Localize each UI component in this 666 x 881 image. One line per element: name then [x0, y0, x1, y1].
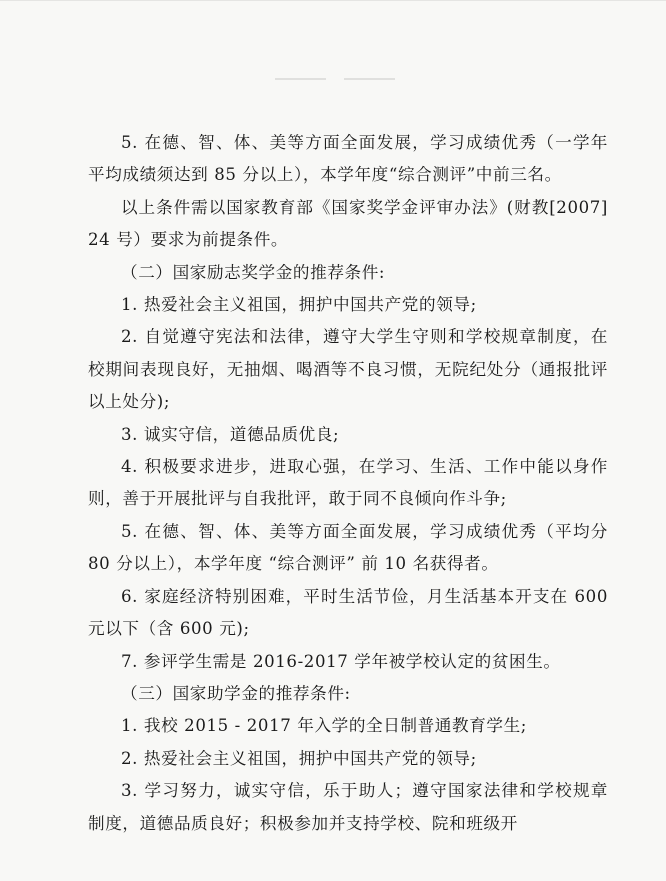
paragraph-grant-item-1: 1. 我校 2015 - 2017 年入学的全日制普通教育学生; [121, 716, 527, 736]
paragraph-enc-item-7: 7. 参评学生需是 2016-2017 学年被学校认定的贫困生。 [121, 651, 561, 671]
section-heading-encouragement: （二）国家励志奖学金的推荐条件: [121, 262, 386, 282]
paragraph-grant-item-2: 2. 热爱社会主义祖国，拥护中国共产党的领导; [121, 748, 477, 768]
faint-header-mark [275, 76, 395, 82]
paragraph-enc-item-3: 3. 诚实守信，道德品质优良; [121, 424, 340, 444]
scan-edge-top [0, 0, 666, 1]
section-heading-grant: （三）国家助学金的推荐条件: [121, 683, 351, 703]
paragraph-enc-item-4: 4. 积极要求进步，进取心强，在学习、生活、工作中能以身作则，善于开展批评与自我批评，敢于同不良倾向作斗争; [88, 457, 608, 509]
paragraph-enc-item-5: 5. 在德、智、体、美等方面全面发展，学习成绩优秀（平均分 80 分以上），本学年度 “综合测评” 前 10 名获得者。 [88, 521, 608, 574]
document-body [88, 127, 608, 840]
paragraph-grant-item-3: 3. 学习努力，诚实守信，乐于助人；遵守国家法律和学校规章制度，道德品质良好；积极参加并支持学校、院和班级开 [88, 781, 608, 833]
paragraph-item-5-prize: 5. 在德、智、体、美等方面全面发展，学习成绩优秀（一学年平均成绩须达到 85 分以上），本学年度“综合测评”中前三名。 [88, 133, 608, 185]
paragraph-enc-item-1: 1. 热爱社会主义祖国，拥护中国共产党的领导; [121, 295, 477, 315]
paragraph-enc-item-2: 2. 自觉遵守宪法和法律，遵守大学生守则和学校规章制度，在校期间表现良好，无抽烟、喝酒等不良习惯，无院纪处分（通报批评以上处分); [88, 327, 608, 412]
paragraph-enc-item-6: 6. 家庭经济特别困难，平时生活节俭，月生活基本开支在 600 元以下（含 600 元); [88, 586, 608, 639]
paragraph-prerequisite-note: 以上条件需以国家教育部《国家奖学金评审办法》(财教[2007] 24 号）要求为前提条件。 [88, 197, 608, 250]
